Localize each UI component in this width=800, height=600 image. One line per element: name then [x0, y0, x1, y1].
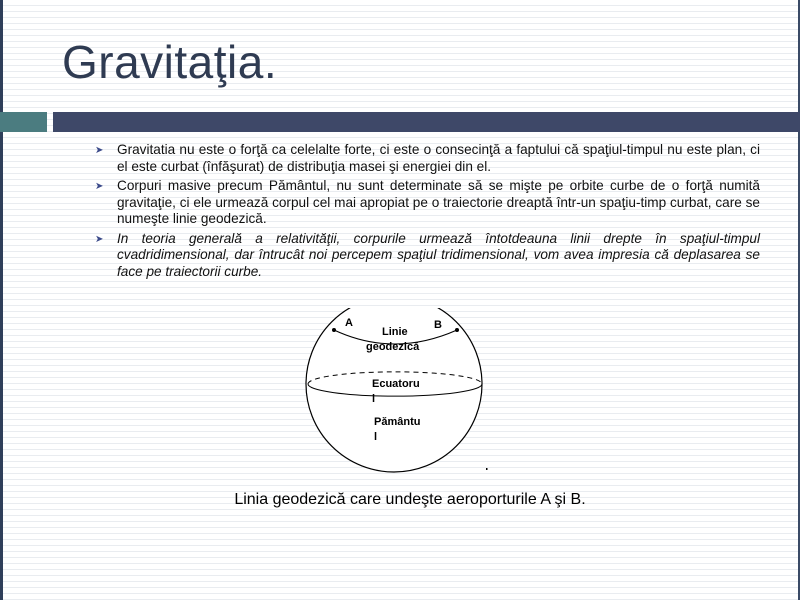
- slide-title: Gravitaţia.: [62, 36, 278, 88]
- label-geodesic-1: Linie: [382, 326, 408, 338]
- bullet-text: Corpuri masive precum Pământul, nu sunt determinate să se mişte pe orbite curbe de o forţă numită gravitaţie, ci ele urmează corpul cel mai apropiat pe o traiectorie dreaptă într-un spaţiu-timp curbat, care se numeşte linie geodezică.: [117, 178, 760, 226]
- bullet-list: [95, 142, 760, 283]
- bullet-arrow-icon: ➤: [95, 145, 104, 156]
- bullet-text: In teoria generală a relativităţii, corpurile urmează întotdeauna linii drepte în spaţiul-timpul cvadridimensional, dar întrucât noi percepem spaţiul tridimensional, vom avea impresia că deplasarea se face pe traiectorii curbe.: [117, 230, 760, 279]
- diagram-tick: [486, 468, 488, 470]
- bullet-item: [95, 142, 760, 175]
- bullet-text: Gravitatia nu este o forţă ca celelalte forte, ci este o consecinţă a faptului că spaţiul-timpul nu este plan, ci el este curbat (înfăşurat) de distribuţia masei şi energiei din el.: [117, 142, 760, 174]
- label-earth-1: Pământu: [374, 416, 421, 428]
- bullet-item: [95, 178, 760, 228]
- bullet-arrow-icon: ➤: [95, 233, 104, 245]
- label-point-b: B: [434, 319, 442, 331]
- label-equator-2: l: [372, 393, 376, 405]
- label-geodesic-2: geodezică: [366, 341, 420, 353]
- globe-diagram: [300, 308, 500, 478]
- label-point-a: A: [345, 317, 353, 329]
- label-earth-2: l: [374, 431, 378, 443]
- point-a-marker: [332, 328, 336, 332]
- bullet-item: [95, 231, 760, 281]
- left-edge-rule: [0, 0, 3, 600]
- bullet-arrow-icon: ➤: [95, 181, 104, 192]
- point-b-marker: [455, 328, 459, 332]
- title-accent-block: [0, 112, 47, 132]
- diagram-caption: Linia geodezică care undeşte aeroporturile A şi B.: [234, 491, 586, 508]
- title-divider-band: [53, 112, 800, 132]
- label-equator-1: Ecuatoru: [372, 378, 420, 390]
